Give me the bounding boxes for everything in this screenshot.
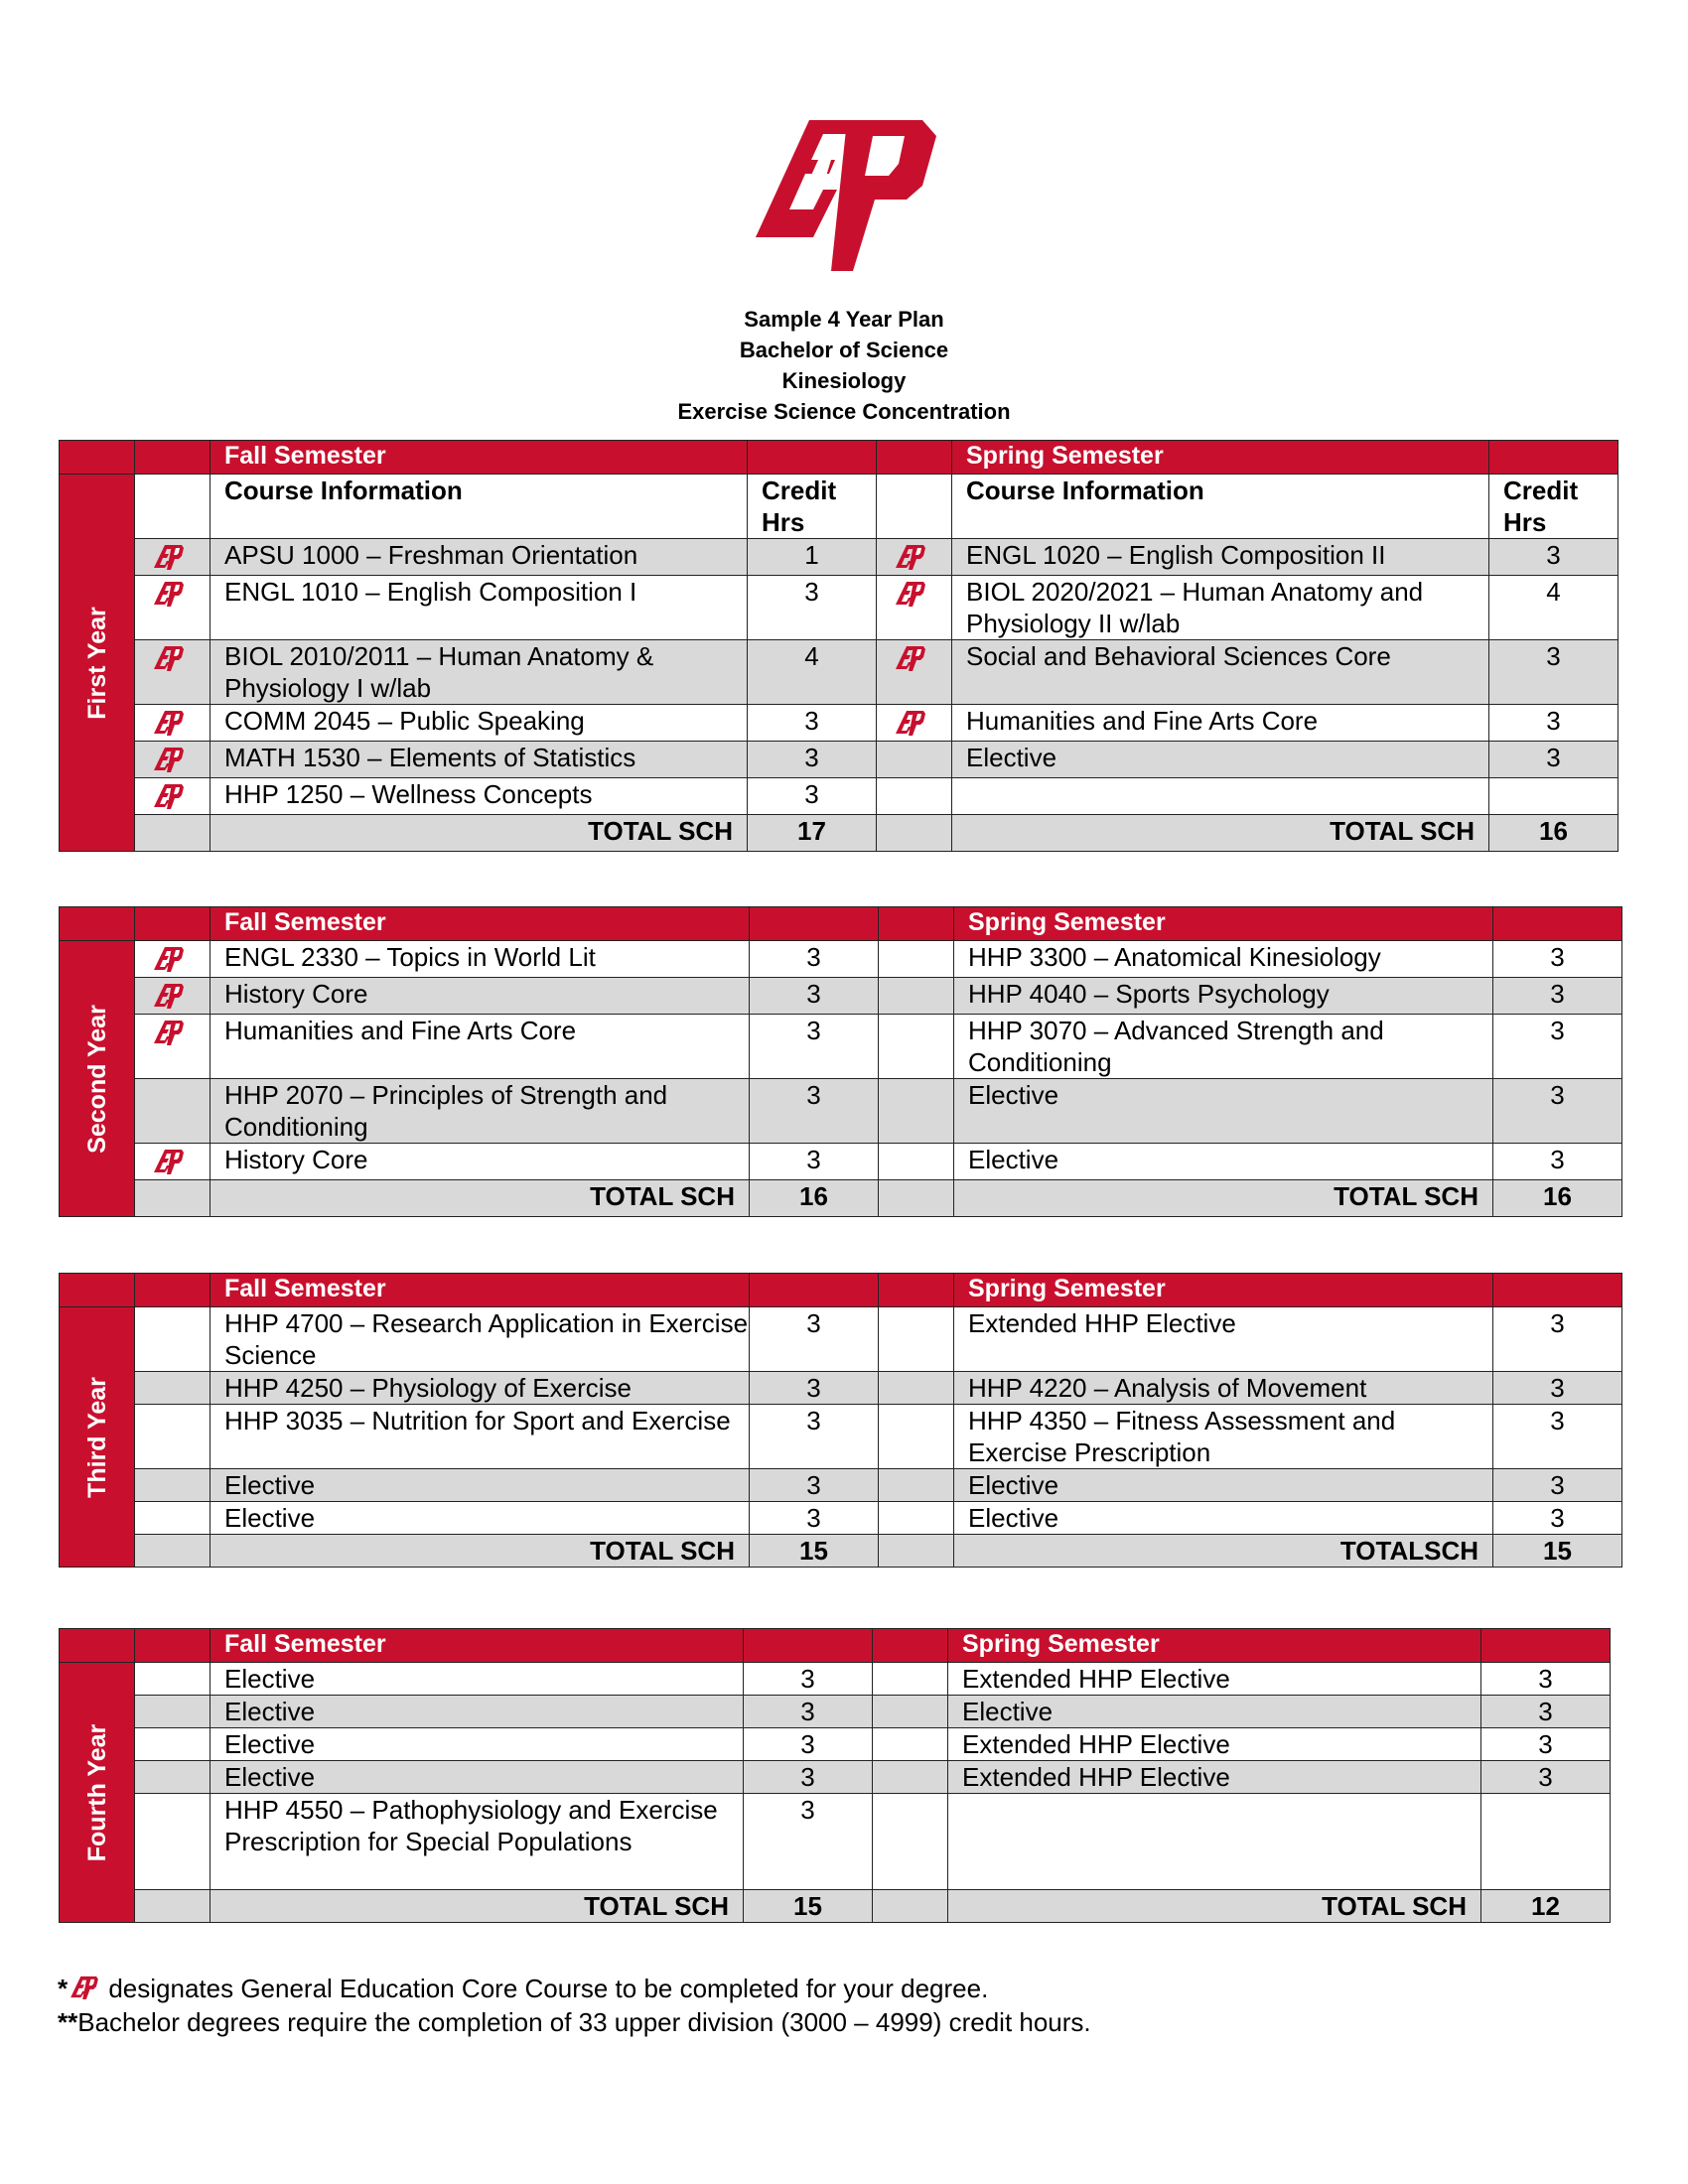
- fall-core-marker-cell: [135, 1794, 211, 1890]
- spring-credits: 3: [1493, 978, 1622, 1015]
- spring-course: ENGL 1020 – English Composition II: [952, 539, 1489, 576]
- spring-semester-heading: Spring Semester: [948, 1629, 1481, 1663]
- spring-credits: 3: [1481, 1728, 1611, 1761]
- total-row: [60, 815, 1618, 852]
- spring-core-marker-cell: [879, 1372, 954, 1405]
- fall-core-marker-cell: [135, 941, 211, 978]
- course-row: [60, 576, 1618, 640]
- spring-course: HHP 3070 – Advanced Strength and Conditioning: [954, 1015, 1493, 1079]
- fall-core-marker-cell: [135, 1405, 211, 1469]
- course-row: [60, 742, 1618, 778]
- total-row: [60, 1890, 1611, 1923]
- spring-core-marker-cell: [877, 539, 952, 576]
- spring-credits: 3: [1481, 1663, 1611, 1696]
- fall-semester-heading: Fall Semester: [211, 907, 750, 941]
- course-row: [60, 1794, 1611, 1890]
- title-line-2: Bachelor of Science: [739, 338, 949, 362]
- spring-credits: 3: [1493, 1405, 1622, 1469]
- fall-credits: 3: [744, 1794, 873, 1890]
- fall-semester-heading: Fall Semester: [211, 441, 748, 475]
- plan-title-block: [0, 304, 1688, 427]
- core-marker-cell: [135, 475, 211, 539]
- course-row: [60, 640, 1618, 705]
- header-spacer: [877, 441, 952, 475]
- spring-semester-heading: Spring Semester: [952, 441, 1489, 475]
- spring-core-marker-cell: [879, 1469, 954, 1502]
- spring-core-marker-cell: [877, 705, 952, 742]
- course-row: [60, 1015, 1622, 1079]
- spring-credits: 3: [1493, 1144, 1622, 1180]
- ap-mini-icon: [153, 1020, 185, 1045]
- ap-mini-icon: [153, 544, 185, 570]
- spring-course: Elective: [954, 1144, 1493, 1180]
- title-line-3: Kinesiology: [781, 368, 907, 393]
- fall-credits: 3: [750, 1307, 879, 1372]
- header-spacer: [879, 1274, 954, 1307]
- fall-course: History Core: [211, 978, 750, 1015]
- ap-mini-icon: [153, 747, 185, 772]
- apsu-logo: [754, 120, 938, 271]
- fall-core-marker-cell: [135, 1079, 211, 1144]
- semester-header-row: [60, 441, 1618, 475]
- year-label-cell: [60, 475, 135, 852]
- spring-credits: 3: [1493, 1307, 1622, 1372]
- spring-core-marker-cell: [879, 1502, 954, 1535]
- semester-header-row: [60, 907, 1622, 941]
- fall-credits: 3: [750, 1015, 879, 1079]
- spring-credits: 3: [1489, 640, 1618, 705]
- course-row: [60, 978, 1622, 1015]
- fall-total-label: TOTAL SCH: [211, 1890, 744, 1923]
- course-row: [60, 705, 1618, 742]
- spring-course: HHP 4220 – Analysis of Movement: [954, 1372, 1493, 1405]
- total-row: [60, 1535, 1622, 1568]
- ap-mini-icon: [68, 1976, 101, 1999]
- total-spacer: [135, 1535, 211, 1568]
- fall-total-label: TOTAL SCH: [211, 815, 748, 852]
- course-row: [60, 1696, 1611, 1728]
- footnote-upper-division-text: Bachelor degrees require the completion of 33 upper division (3000 – 4999) credit hours.: [77, 2007, 1091, 2037]
- spring-course: Elective: [952, 742, 1489, 778]
- header-spacer: [744, 1629, 873, 1663]
- spring-credits: [1489, 778, 1618, 815]
- fall-core-marker-cell: [135, 1469, 211, 1502]
- spring-credits: 3: [1493, 941, 1622, 978]
- spring-credit-hrs-heading: Credit Hrs: [1489, 475, 1618, 539]
- header-spacer: [1481, 1629, 1611, 1663]
- spring-core-marker-cell: [873, 1663, 948, 1696]
- fall-course: ENGL 2330 – Topics in World Lit: [211, 941, 750, 978]
- fall-course: MATH 1530 – Elements of Statistics: [211, 742, 748, 778]
- header-spacer: [135, 1629, 211, 1663]
- course-row: [60, 1663, 1611, 1696]
- course-row: [60, 1079, 1622, 1144]
- year-table-4: [59, 1628, 1611, 1923]
- spring-semester-heading: Spring Semester: [954, 1274, 1493, 1307]
- year-label-cell: [60, 1307, 135, 1568]
- spring-course: Elective: [954, 1079, 1493, 1144]
- fall-course: Humanities and Fine Arts Core: [211, 1015, 750, 1079]
- spring-core-marker-cell: [879, 1144, 954, 1180]
- course-row: [60, 539, 1618, 576]
- spring-credits: 4: [1489, 576, 1618, 640]
- fall-total-label: TOTAL SCH: [211, 1535, 750, 1568]
- spring-core-marker-cell: [877, 742, 952, 778]
- spring-course: HHP 4040 – Sports Psychology: [954, 978, 1493, 1015]
- course-row: [60, 1761, 1611, 1794]
- fall-course: HHP 4550 – Pathophysiology and Exercise Prescription for Special Populations: [211, 1794, 744, 1890]
- total-spacer: [135, 815, 211, 852]
- spring-core-marker-cell: [877, 778, 952, 815]
- spring-course: [948, 1794, 1481, 1890]
- spring-core-marker-cell: [879, 1015, 954, 1079]
- header-spacer: [1493, 1274, 1622, 1307]
- spring-course: Extended HHP Elective: [948, 1663, 1481, 1696]
- fall-course: HHP 1250 – Wellness Concepts: [211, 778, 748, 815]
- fall-credits: 3: [744, 1663, 873, 1696]
- spring-course: Elective: [948, 1696, 1481, 1728]
- fall-core-marker-cell: [135, 1728, 211, 1761]
- fall-credits: 3: [748, 705, 877, 742]
- fall-total: 15: [744, 1890, 873, 1923]
- fall-core-marker-cell: [135, 1144, 211, 1180]
- fall-core-marker-cell: [135, 1761, 211, 1794]
- fall-total: 15: [750, 1535, 879, 1568]
- spring-course-info-heading: Course Information: [952, 475, 1489, 539]
- ap-mini-icon: [895, 645, 926, 671]
- ap-mini-icon: [153, 1149, 185, 1174]
- ap-mini-icon: [153, 783, 185, 809]
- spring-credits: 3: [1493, 1469, 1622, 1502]
- spring-credits: 3: [1493, 1372, 1622, 1405]
- spring-credits: [1481, 1794, 1611, 1890]
- fall-credits: 3: [750, 1079, 879, 1144]
- ap-mini-icon: [153, 946, 185, 972]
- header-spacer: [135, 441, 211, 475]
- fall-core-marker-cell: [135, 1015, 211, 1079]
- course-row: [60, 1144, 1622, 1180]
- fall-course: ENGL 1010 – English Composition I: [211, 576, 748, 640]
- spring-core-marker-cell: [879, 1079, 954, 1144]
- header-spacer: [135, 1274, 211, 1307]
- fall-total-label: TOTAL SCH: [211, 1180, 750, 1217]
- fall-core-marker-cell: [135, 778, 211, 815]
- course-row: [60, 941, 1622, 978]
- spring-credits: 3: [1489, 705, 1618, 742]
- total-spacer: [877, 815, 952, 852]
- spring-course: BIOL 2020/2021 – Human Anatomy and Physiology II w/lab: [952, 576, 1489, 640]
- header-spacer: [1489, 441, 1618, 475]
- header-spacer: [60, 441, 135, 475]
- year-table-3: [59, 1273, 1622, 1568]
- year-label: Third Year: [82, 1376, 111, 1498]
- fall-course: Elective: [211, 1696, 744, 1728]
- spring-core-marker-cell: [879, 941, 954, 978]
- ap-logo-icon: [754, 120, 938, 271]
- course-row: [60, 1372, 1622, 1405]
- spring-total: 12: [1481, 1890, 1611, 1923]
- fall-credits: 3: [748, 742, 877, 778]
- total-spacer: [879, 1535, 954, 1568]
- header-spacer: [879, 907, 954, 941]
- fall-total: 17: [748, 815, 877, 852]
- footnote-star: *: [58, 1974, 69, 2003]
- spring-core-marker-cell: [879, 1307, 954, 1372]
- fall-credits: 3: [750, 1144, 879, 1180]
- header-spacer: [135, 907, 211, 941]
- spring-credits: 3: [1493, 1015, 1622, 1079]
- spring-course: Extended HHP Elective: [954, 1307, 1493, 1372]
- fall-course: HHP 4250 – Physiology of Exercise: [211, 1372, 750, 1405]
- fall-credits: 3: [744, 1761, 873, 1794]
- spring-core-marker-cell: [873, 1696, 948, 1728]
- fall-core-marker-cell: [135, 705, 211, 742]
- ap-mini-icon: [153, 645, 185, 671]
- spring-core-marker-cell: [879, 1405, 954, 1469]
- spring-credits: 3: [1493, 1502, 1622, 1535]
- footnote-core-text: designates General Education Core Course to be completed for your degree.: [101, 1974, 989, 2003]
- fall-semester-heading: Fall Semester: [211, 1629, 744, 1663]
- fall-course: COMM 2045 – Public Speaking: [211, 705, 748, 742]
- semester-header-row: [60, 1274, 1622, 1307]
- header-spacer: [750, 1274, 879, 1307]
- course-row: [60, 1502, 1622, 1535]
- spring-core-marker-cell: [879, 978, 954, 1015]
- footnotes: [58, 1972, 1091, 2039]
- fall-total: 16: [750, 1180, 879, 1217]
- header-spacer: [750, 907, 879, 941]
- spring-credits: 3: [1493, 1079, 1622, 1144]
- fall-course: BIOL 2010/2011 – Human Anatomy & Physiology I w/lab: [211, 640, 748, 705]
- year-label-cell: [60, 1663, 135, 1923]
- spring-course: Elective: [954, 1469, 1493, 1502]
- spring-semester-heading: Spring Semester: [954, 907, 1493, 941]
- fall-course: Elective: [211, 1663, 744, 1696]
- course-row: [60, 778, 1618, 815]
- ap-mini-icon: [895, 710, 926, 736]
- spring-course: Elective: [954, 1502, 1493, 1535]
- fall-course: Elective: [211, 1761, 744, 1794]
- fall-core-marker-cell: [135, 640, 211, 705]
- fall-credits: 3: [744, 1728, 873, 1761]
- total-spacer: [135, 1890, 211, 1923]
- spring-core-marker-cell: [873, 1728, 948, 1761]
- ap-mini-icon: [895, 581, 926, 607]
- header-spacer: [60, 1629, 135, 1663]
- course-row: [60, 1728, 1611, 1761]
- fall-core-marker-cell: [135, 1307, 211, 1372]
- spring-total-label: TOTALSCH: [954, 1535, 1493, 1568]
- ap-mini-icon: [153, 581, 185, 607]
- year-label-cell: [60, 941, 135, 1217]
- fall-credits: 3: [750, 941, 879, 978]
- fall-core-marker-cell: [135, 539, 211, 576]
- fall-credits: 3: [750, 1372, 879, 1405]
- spring-course: Extended HHP Elective: [948, 1728, 1481, 1761]
- total-spacer: [873, 1890, 948, 1923]
- semester-header-row: [60, 1629, 1611, 1663]
- ap-mini-icon: [153, 710, 185, 736]
- spring-course: [952, 778, 1489, 815]
- fall-credits: 3: [744, 1696, 873, 1728]
- spring-core-marker-cell: [877, 576, 952, 640]
- fall-course-info-heading: Course Information: [211, 475, 748, 539]
- header-spacer: [748, 441, 877, 475]
- spring-total-label: TOTAL SCH: [952, 815, 1489, 852]
- footnote-double-star: **: [58, 2007, 78, 2037]
- fall-credits: 4: [748, 640, 877, 705]
- spring-total-label: TOTAL SCH: [948, 1890, 1481, 1923]
- course-row: [60, 1307, 1622, 1372]
- column-subheader-row: [60, 475, 1618, 539]
- fall-course: Elective: [211, 1502, 750, 1535]
- fall-credit-hrs-heading: Credit Hrs: [748, 475, 877, 539]
- fall-core-marker-cell: [135, 576, 211, 640]
- spring-credits: 3: [1481, 1696, 1611, 1728]
- fall-credits: 3: [748, 576, 877, 640]
- core-marker-cell: [877, 475, 952, 539]
- total-spacer: [135, 1180, 211, 1217]
- fall-core-marker-cell: [135, 742, 211, 778]
- year-table-2: [59, 906, 1622, 1217]
- spring-course: HHP 3300 – Anatomical Kinesiology: [954, 941, 1493, 978]
- spring-total: 15: [1493, 1535, 1622, 1568]
- fall-core-marker-cell: [135, 1663, 211, 1696]
- fall-core-marker-cell: [135, 978, 211, 1015]
- year-table-1: [59, 440, 1618, 852]
- fall-core-marker-cell: [135, 1372, 211, 1405]
- fall-course: Elective: [211, 1728, 744, 1761]
- fall-credits: 3: [750, 978, 879, 1015]
- total-row: [60, 1180, 1622, 1217]
- spring-credits: 3: [1481, 1761, 1611, 1794]
- fall-course: HHP 2070 – Principles of Strength and Conditioning: [211, 1079, 750, 1144]
- fall-credits: 1: [748, 539, 877, 576]
- spring-total: 16: [1489, 815, 1618, 852]
- spring-credits: 3: [1489, 742, 1618, 778]
- header-spacer: [1493, 907, 1622, 941]
- fall-credits: 3: [750, 1502, 879, 1535]
- total-spacer: [879, 1180, 954, 1217]
- course-row: [60, 1469, 1622, 1502]
- spring-course: Social and Behavioral Sciences Core: [952, 640, 1489, 705]
- fall-credits: 3: [748, 778, 877, 815]
- fall-core-marker-cell: [135, 1502, 211, 1535]
- year-label: First Year: [82, 606, 111, 720]
- footnote-core: [58, 1972, 1091, 2005]
- spring-total-label: TOTAL SCH: [954, 1180, 1493, 1217]
- spring-core-marker-cell: [873, 1794, 948, 1890]
- ap-mini-icon: [153, 983, 185, 1009]
- year-label: Fourth Year: [82, 1723, 111, 1861]
- spring-course: Humanities and Fine Arts Core: [952, 705, 1489, 742]
- spring-course: Extended HHP Elective: [948, 1761, 1481, 1794]
- title-line-1: Sample 4 Year Plan: [744, 307, 944, 332]
- fall-credits: 3: [750, 1469, 879, 1502]
- spring-course: HHP 4350 – Fitness Assessment and Exercise Prescription: [954, 1405, 1493, 1469]
- fall-core-marker-cell: [135, 1696, 211, 1728]
- header-spacer: [60, 1274, 135, 1307]
- year-label: Second Year: [82, 1004, 111, 1154]
- spring-core-marker-cell: [873, 1761, 948, 1794]
- footnote-upper-division: [58, 2005, 1091, 2039]
- course-row: [60, 1405, 1622, 1469]
- fall-credits: 3: [750, 1405, 879, 1469]
- fall-course: HHP 4700 – Research Application in Exercise Science: [211, 1307, 750, 1372]
- fall-semester-heading: Fall Semester: [211, 1274, 750, 1307]
- spring-core-marker-cell: [877, 640, 952, 705]
- spring-total: 16: [1493, 1180, 1622, 1217]
- fall-course: HHP 3035 – Nutrition for Sport and Exercise: [211, 1405, 750, 1469]
- fall-course: Elective: [211, 1469, 750, 1502]
- fall-course: APSU 1000 – Freshman Orientation: [211, 539, 748, 576]
- header-spacer: [60, 907, 135, 941]
- header-spacer: [873, 1629, 948, 1663]
- fall-course: History Core: [211, 1144, 750, 1180]
- title-line-4: Exercise Science Concentration: [677, 399, 1011, 424]
- ap-mini-icon: [895, 544, 926, 570]
- spring-credits: 3: [1489, 539, 1618, 576]
